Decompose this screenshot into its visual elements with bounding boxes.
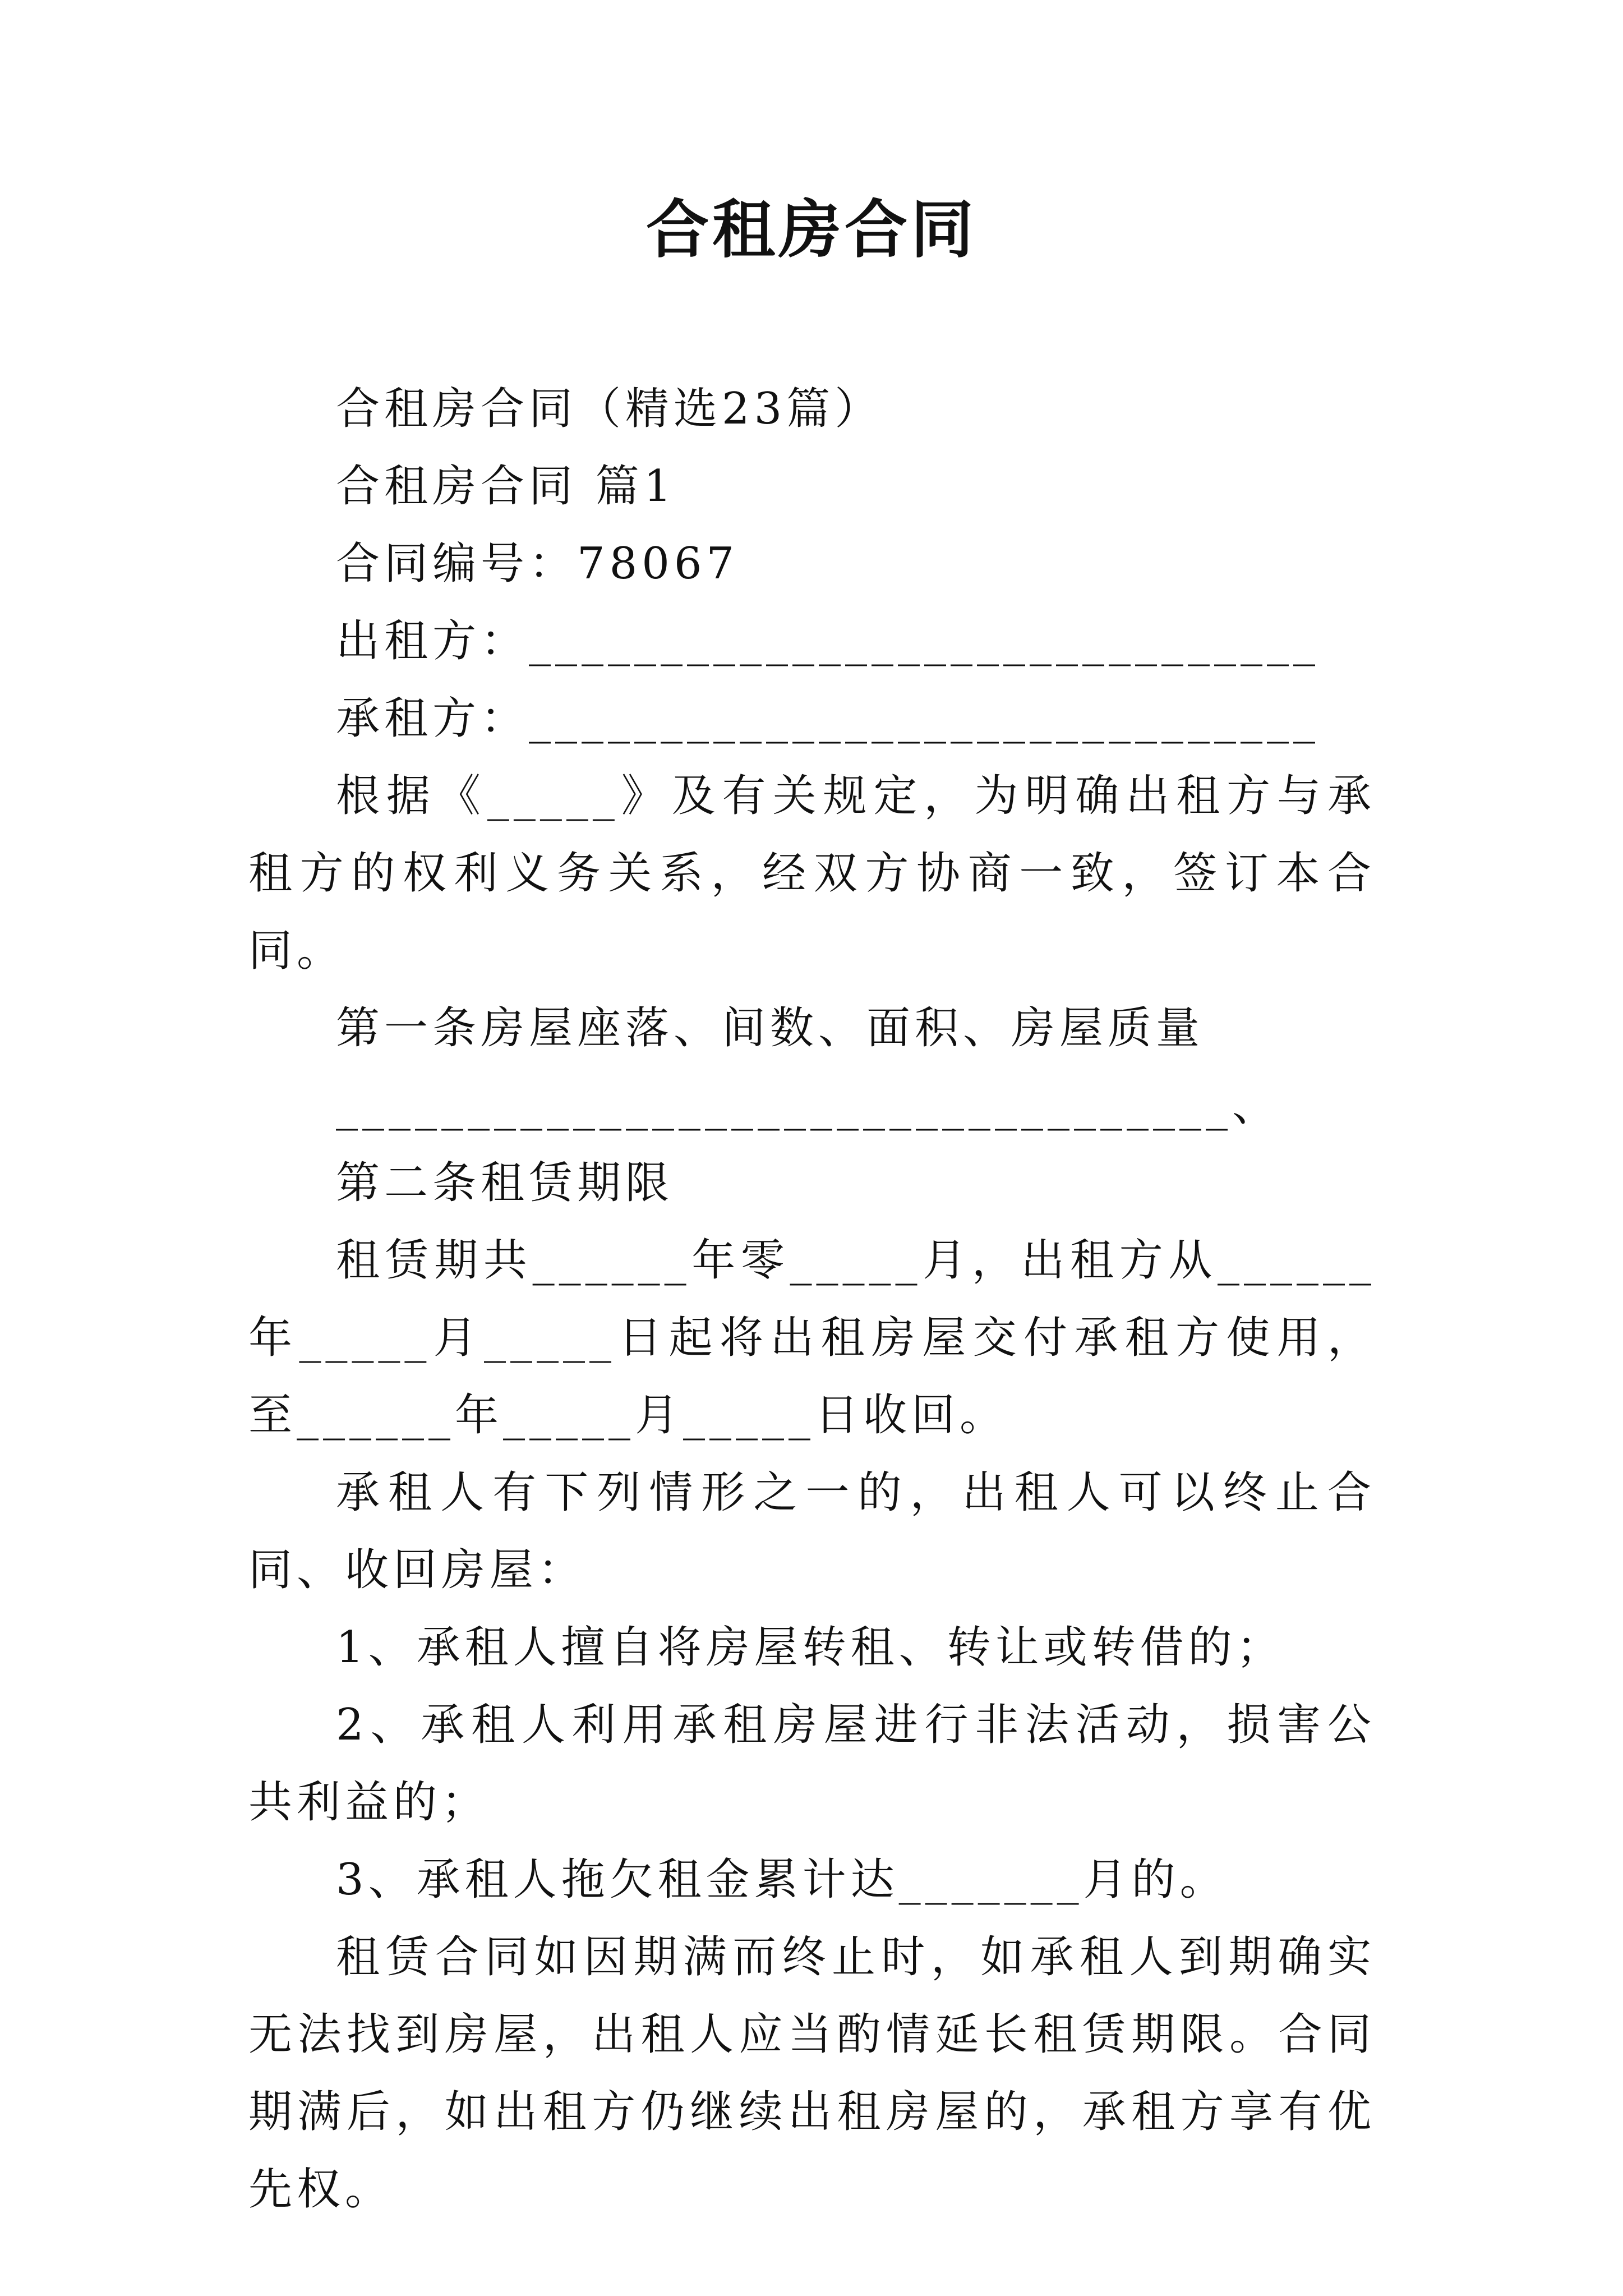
termination-paragraph: 承租人有下列情形之一的，出租人可以终止合同、收回房屋： bbox=[248, 1467, 1376, 1595]
subtitle-line: 合租房合同（精选23篇） bbox=[336, 384, 883, 434]
document-body bbox=[248, 370, 1376, 2228]
termination-item-2: 2、承租人利用承租房屋进行非法活动，损害公共利益的； bbox=[248, 1700, 1376, 1828]
basis-paragraph: 根据《_____》及有关规定，为明确出租方与承租方的权利义务关系，经双方协商一致，签订本合同。 bbox=[248, 771, 1376, 976]
lessee-line bbox=[248, 680, 1376, 757]
termination-item-3: 3、承租人拖欠租金累计达_______月的。 bbox=[336, 1855, 1228, 1905]
lessor-label: 出租方： bbox=[336, 616, 529, 666]
term-paragraph: 租赁期共______年零_____月，出租方从______年_____月_____日起将出租房屋交付承租方使用，至______年_____月_____日收回。 bbox=[248, 1235, 1376, 1441]
lessor-line bbox=[248, 602, 1376, 680]
lessee-blank: ______________________________ bbox=[529, 693, 1320, 744]
lessor-blank: ______________________________ bbox=[529, 616, 1320, 666]
section-heading: 合租房合同 篇1 bbox=[336, 461, 676, 512]
contract-number: 合同编号：78067 bbox=[336, 539, 739, 589]
article-1-heading: 第一条房屋座落、间数、面积、房屋质量 bbox=[336, 1003, 1205, 1053]
extension-paragraph: 租赁合同如因期满而终止时，如承租人到期确实无法找到房屋，出租人应当酌情延长租赁期限。合同期满后，如出租方仍继续出租房屋的，承租方享有优先权。 bbox=[248, 1932, 1376, 2215]
document-title: 合租房合同 bbox=[646, 193, 977, 266]
termination-item-1: 1、承租人擅自将房屋转租、转让或转借的； bbox=[336, 1622, 1285, 1673]
lessee-label: 承租方： bbox=[336, 693, 529, 744]
article-2-heading: 第二条租赁期限 bbox=[336, 1158, 674, 1208]
article-1-blank: __________________________________、 bbox=[336, 1080, 1281, 1131]
